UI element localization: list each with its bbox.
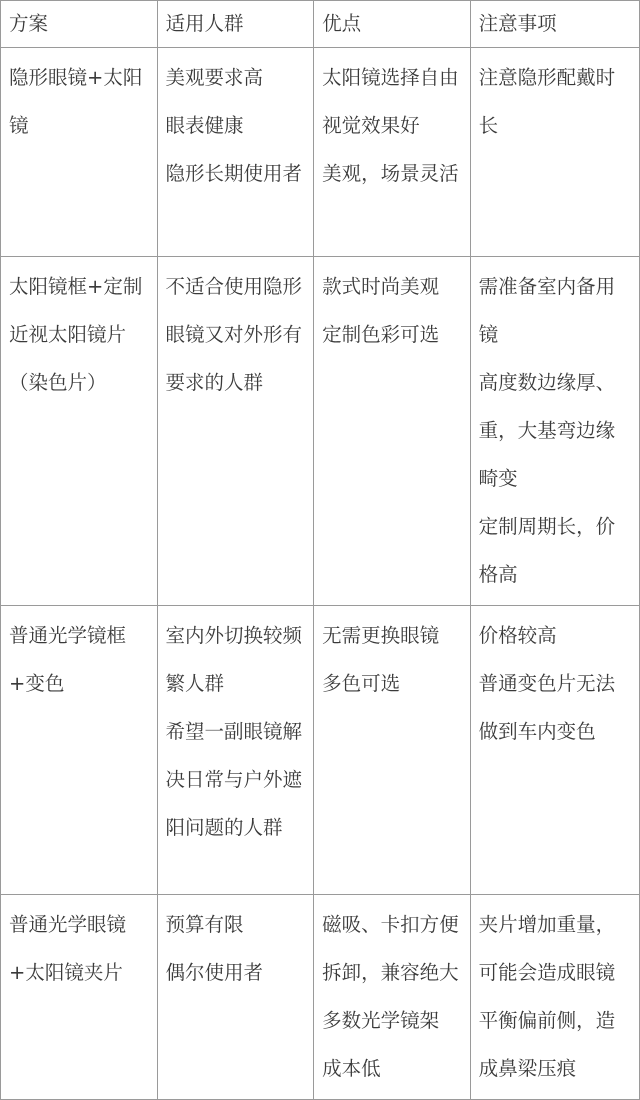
cell-line: 普通光学眼镜+太阳镜夹片 [9, 913, 127, 984]
cell-line: 普通变色片无法做到车内变色 [478, 672, 616, 743]
cell-line: 美观要求高 [165, 66, 264, 89]
table-row [1, 257, 640, 606]
cell-audience [157, 257, 314, 606]
cell-line: 多色可选 [322, 672, 401, 695]
cell-audience [157, 606, 314, 895]
cell-pros [314, 606, 471, 895]
cell-line: 太阳镜框+定制近视太阳镜片（染色片） [9, 275, 143, 394]
cell-line: 款式时尚美观 [322, 275, 440, 298]
cell-line: 磁吸、卡扣方便拆卸，兼容绝大多数光学镜架 [322, 913, 459, 1032]
cell-line: 价格较高 [478, 624, 557, 647]
cell-pros [314, 895, 471, 1100]
cell-line: 无需更换眼镜 [322, 624, 440, 647]
table-row [1, 606, 640, 895]
cell-line: 高度数边缘厚、重，大基弯边缘畸变 [478, 371, 616, 490]
cell-audience [157, 895, 314, 1100]
cell-line: 预算有限 [165, 913, 244, 936]
header-notes: 注意事项 [470, 1, 639, 48]
header-scheme: 方案 [1, 1, 158, 48]
table-header-row [1, 1, 640, 48]
cell-line: 夹片增加重量，可能会造成眼镜平衡偏前侧，造成鼻梁压痕 [478, 913, 616, 1080]
header-pros: 优点 [314, 1, 471, 48]
cell-line: 室内外切换较频繁人群 [165, 624, 303, 695]
cell-scheme [1, 48, 158, 257]
cell-scheme [1, 895, 158, 1100]
cell-line: 视觉效果好 [322, 114, 420, 137]
cell-line: 太阳镜选择自由 [322, 66, 459, 89]
cell-notes [470, 48, 639, 257]
cell-line: 眼表健康 [165, 114, 244, 137]
cell-scheme [1, 257, 158, 606]
cell-line: 定制周期长，价格高 [478, 515, 616, 586]
cell-notes [470, 606, 639, 895]
table-row [1, 895, 640, 1100]
header-audience: 适用人群 [157, 1, 314, 48]
cell-line: 美观，场景灵活 [322, 162, 459, 185]
cell-scheme [1, 606, 158, 895]
cell-line: 定制色彩可选 [322, 323, 440, 346]
cell-line: 隐形眼镜+太阳镜 [9, 66, 143, 137]
cell-pros [314, 48, 471, 257]
cell-line: 成本低 [322, 1057, 381, 1080]
cell-notes [470, 895, 639, 1100]
table-row [1, 48, 640, 257]
cell-line: 希望一副眼镜解决日常与户外遮阳问题的人群 [165, 720, 303, 839]
cell-pros [314, 257, 471, 606]
cell-line: 普通光学镜框+变色 [9, 624, 127, 695]
cell-line: 隐形长期使用者 [165, 162, 303, 185]
cell-audience [157, 48, 314, 257]
cell-line: 偶尔使用者 [165, 961, 264, 984]
cell-line: 不适合使用隐形眼镜又对外形有要求的人群 [165, 275, 303, 394]
cell-line: 注意隐形配戴时长 [478, 66, 616, 137]
cell-notes [470, 257, 639, 606]
cell-line: 需准备室内备用镜 [478, 275, 616, 346]
